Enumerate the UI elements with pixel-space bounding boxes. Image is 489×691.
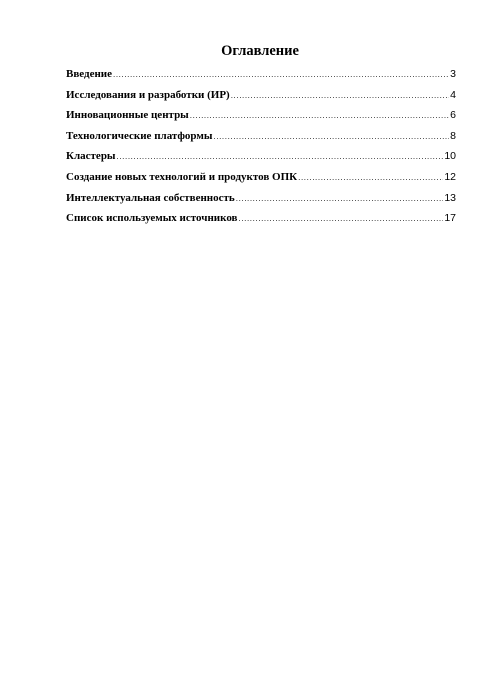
toc-dot-leader — [113, 71, 449, 79]
toc-dot-leader — [298, 174, 443, 182]
toc-entry-label: Исследования и разработки (ИР) — [66, 88, 230, 101]
toc-dot-leader — [236, 195, 444, 203]
toc-page-number: 10 — [444, 150, 456, 163]
toc-page-number: 12 — [444, 170, 456, 183]
toc-page-number: 3 — [450, 68, 456, 80]
toc-entry-introduction[interactable] — [66, 68, 456, 89]
toc-page-number: 6 — [450, 109, 456, 122]
toc-page-number: 8 — [450, 129, 456, 142]
toc-dot-leader — [231, 92, 449, 100]
toc-entry-label: Список используемых источников — [66, 212, 238, 225]
toc-dot-leader — [213, 133, 449, 141]
toc-entry-label: Создание новых технологий и продуктов ОПК — [66, 170, 298, 183]
toc-page-number: 17 — [444, 212, 456, 225]
toc-entry-intellectual-property[interactable] — [66, 192, 456, 213]
toc-page-number: 13 — [444, 191, 456, 204]
table-of-contents — [66, 68, 456, 233]
toc-entry-label: Интеллектуальная собственность — [66, 191, 235, 204]
toc-entry-label: Инновационные центры — [66, 109, 189, 122]
toc-title: Оглавление — [221, 43, 299, 59]
toc-dot-leader — [190, 112, 449, 120]
toc-entry-clusters[interactable] — [66, 150, 456, 171]
toc-entry-technology-platforms[interactable] — [66, 130, 456, 151]
toc-entry-label: Введение — [66, 68, 113, 80]
toc-page-number: 4 — [450, 88, 456, 101]
toc-entry-label: Технологические платформы — [66, 129, 213, 142]
toc-entry-new-technologies[interactable] — [66, 171, 456, 192]
toc-entry-references[interactable] — [66, 212, 456, 233]
toc-dot-leader — [239, 215, 444, 223]
toc-entry-research[interactable] — [66, 89, 456, 110]
toc-entry-label: Кластеры — [66, 150, 116, 163]
toc-entry-innovation-centers[interactable] — [66, 109, 456, 130]
toc-dot-leader — [117, 153, 444, 161]
